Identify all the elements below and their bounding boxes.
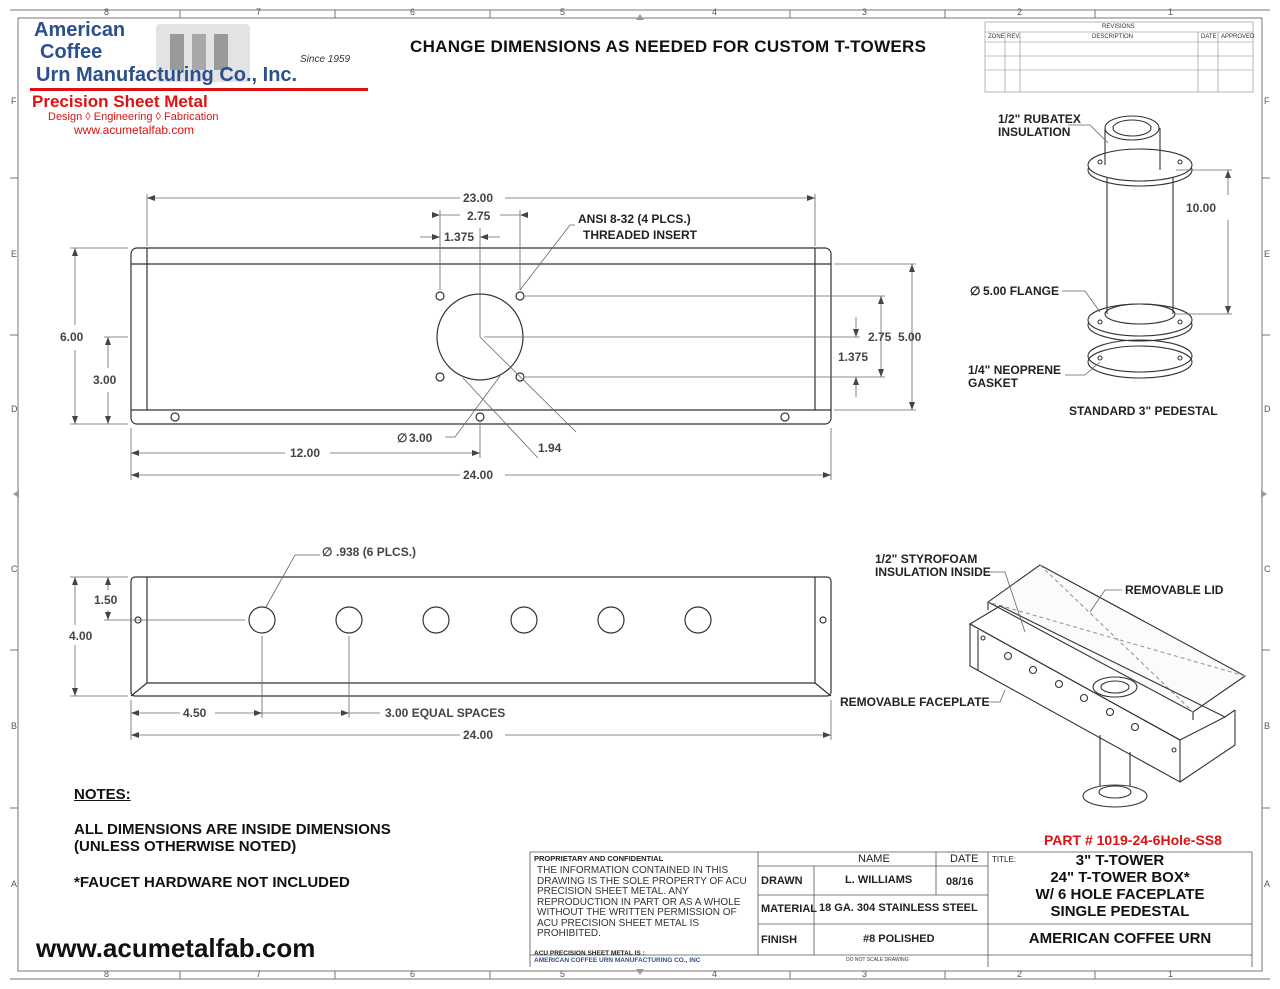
zone-bottom-7: 7 (256, 969, 262, 979)
zone-top-2: 2 (1017, 7, 1023, 17)
dim-24-front-view: 24.00 (463, 728, 494, 742)
rubatex-note-1: 1/2" RUBATEX (998, 112, 1081, 126)
logo-line-1: American (34, 19, 126, 41)
dim-hole-938: .938 (6 PLCS.) (336, 545, 417, 559)
drawn-name: L. WILLIAMS (845, 874, 913, 886)
styrofoam-note-1: 1/2" STYROFOAM (875, 552, 978, 566)
proprietary-foot-2: AMERICAN COFFEE URN MANUFACTURING CO., INC (534, 957, 701, 964)
headline: CHANGE DIMENSIONS AS NEEDED FOR CUSTOM T-TOWERS (410, 37, 927, 56)
zone-right-c: C (1264, 564, 1271, 574)
finish-value: #8 POLISHED (863, 933, 935, 945)
rev-col-description: DESCRIPTION (1092, 34, 1134, 40)
zone-top-7: 7 (256, 7, 262, 17)
zone-top-8: 8 (104, 7, 110, 17)
note-line-2: (UNLESS OTHERWISE NOTED) (74, 838, 297, 855)
dim-4: 4.00 (69, 629, 93, 643)
logo-since: Since 1959 (300, 54, 351, 65)
revisions-title: REVISIONS (1102, 24, 1135, 30)
zone-bottom-2: 2 (1017, 969, 1023, 979)
zone-right-a: A (1264, 879, 1271, 889)
footer-url[interactable]: www.acumetalfab.com (36, 933, 316, 963)
title-lines (988, 852, 1252, 920)
gasket-note-2: GASKET (968, 376, 1019, 390)
drawn-date: 08/16 (946, 876, 974, 888)
rev-col-approved: APPROVED (1221, 34, 1255, 40)
zone-top-1: 1 (1168, 7, 1174, 17)
zone-bottom-5: 5 (560, 969, 566, 979)
zone-bottom-8: 8 (104, 969, 110, 979)
styrofoam-note-2: INSULATION INSIDE (875, 565, 991, 579)
dim-1-375-right: 1.375 (838, 350, 869, 364)
dim-2-75-top: 2.75 (467, 209, 491, 223)
dim-1-375-top: 1.375 (444, 230, 475, 244)
zone-left-e: E (11, 249, 18, 259)
dim-5: 5.00 (898, 330, 922, 344)
gasket-note-1: 1/4" NEOPRENE (968, 363, 1062, 377)
proprietary-title: PROPRIETARY AND CONFIDENTIAL (534, 854, 664, 863)
proprietary-foot-1: ACU PRECISION SHEET METAL IS : (534, 950, 645, 957)
dim-1-50: 1.50 (94, 593, 118, 607)
title-line-3: W/ 6 HOLE FACEPLATE (1035, 886, 1205, 903)
rubatex-note-2: INSULATION (998, 125, 1071, 139)
title-label: TITLE: (992, 855, 1017, 864)
pedestal-drawing (1088, 116, 1192, 378)
zone-bottom-4: 4 (712, 969, 718, 979)
note-line-1: ALL DIMENSIONS ARE INSIDE DIMENSIONS (74, 821, 391, 838)
precision-title: Precision Sheet Metal (32, 92, 208, 111)
dim-2-75-right: 2.75 (868, 330, 892, 344)
logo-line-2: Coffee (40, 41, 103, 63)
material-label: MATERIAL (761, 903, 818, 915)
zone-top-5: 5 (560, 7, 566, 17)
company-logo (30, 20, 370, 140)
rev-col-zone: ZONE (988, 34, 1005, 40)
dim-6: 6.00 (60, 330, 84, 344)
part-number: PART # 1019-24-6Hole-SS8 (1044, 832, 1222, 848)
name-label: NAME (858, 853, 890, 865)
title-line-4: SINGLE PEDESTAL (1050, 903, 1190, 920)
zone-left-c: C (11, 564, 18, 574)
material-value: 18 GA. 304 STAINLESS STEEL (819, 902, 978, 914)
zone-left-a: A (11, 879, 18, 889)
precision-subtitle: Design ◊ Engineering ◊ Fabrication (48, 111, 219, 123)
dim-1-94: 1.94 (538, 441, 562, 455)
note-line-3: *FAUCET HARDWARE NOT INCLUDED (74, 874, 350, 891)
finish-label: FINISH (761, 934, 798, 946)
notes-heading: NOTES: (74, 786, 131, 803)
dim-hole-dia: 3.00 (409, 431, 433, 445)
dim-4-50: 4.50 (183, 706, 207, 720)
precision-url[interactable]: www.acumetalfab.com (74, 123, 195, 137)
flange-note: 5.00 FLANGE (983, 284, 1060, 298)
dim-3: 3.00 (93, 373, 117, 387)
zone-top-4: 4 (712, 7, 718, 17)
dim-23: 23.00 (463, 191, 494, 205)
pedestal-caption: STANDARD 3" PEDESTAL (1069, 404, 1218, 418)
zone-right-d: D (1264, 404, 1271, 414)
zone-top-3: 3 (862, 7, 868, 17)
zone-bottom-6: 6 (410, 969, 416, 979)
proprietary-body: THE INFORMATION CONTAINED IN THIS DRAWING IS THE SOLE PROPERTY OF ACU PRECISION SHEET METAL. ANY REPRODUCTION IN PART OR AS A WHOLE WITHOUT THE WRITTEN PERMISSION OF ACU PRECISION SHEET METAL IS PROHIBITED. (537, 865, 747, 939)
dim-hole-dia-symbol: ∅ (397, 431, 408, 445)
rev-col-date: DATE (1201, 34, 1217, 40)
zone-right-f: F (1264, 96, 1270, 106)
zone-left-b: B (11, 721, 18, 731)
logo-line-3: Urn Manufacturing Co., Inc. (36, 64, 298, 86)
dim-10: 10.00 (1186, 201, 1217, 215)
zone-bottom-1: 1 (1168, 969, 1174, 979)
scale-note: DO NOT SCALE DRAWING (846, 957, 909, 963)
rev-col-rev: REV. (1007, 34, 1021, 40)
revisions-table (985, 22, 1253, 92)
logo-rule (30, 88, 368, 91)
title-line-2: 24" T-TOWER BOX* (1050, 869, 1190, 886)
dim-24-top-view: 24.00 (463, 468, 494, 482)
view-front-faceplate (131, 577, 831, 696)
zone-top-6: 6 (410, 7, 416, 17)
title-line-1: 3" T-TOWER (1075, 852, 1165, 869)
lid-note: REMOVABLE LID (1125, 583, 1224, 597)
flange-symbol: ∅ (970, 284, 981, 298)
insert-note-1: ANSI 8-32 (4 PLCS.) (578, 212, 691, 226)
zone-left-d: D (11, 404, 18, 414)
dim-3-equal: 3.00 EQUAL SPACES (385, 706, 506, 720)
tower-box-drawing (970, 565, 1245, 807)
dim-hole-938-symbol: ∅ (322, 545, 333, 559)
insert-note-2: THREADED INSERT (583, 228, 698, 242)
dim-12: 12.00 (290, 446, 321, 460)
zone-bottom-3: 3 (862, 969, 868, 979)
drawn-label: DRAWN (761, 875, 803, 887)
company-name: AMERICAN COFFEE URN (1028, 930, 1212, 947)
zone-left-f: F (11, 96, 17, 106)
zone-right-b: B (1264, 721, 1271, 731)
zone-right-e: E (1264, 249, 1271, 259)
faceplate-note: REMOVABLE FACEPLATE (840, 695, 990, 709)
date-label: DATE (950, 853, 979, 865)
